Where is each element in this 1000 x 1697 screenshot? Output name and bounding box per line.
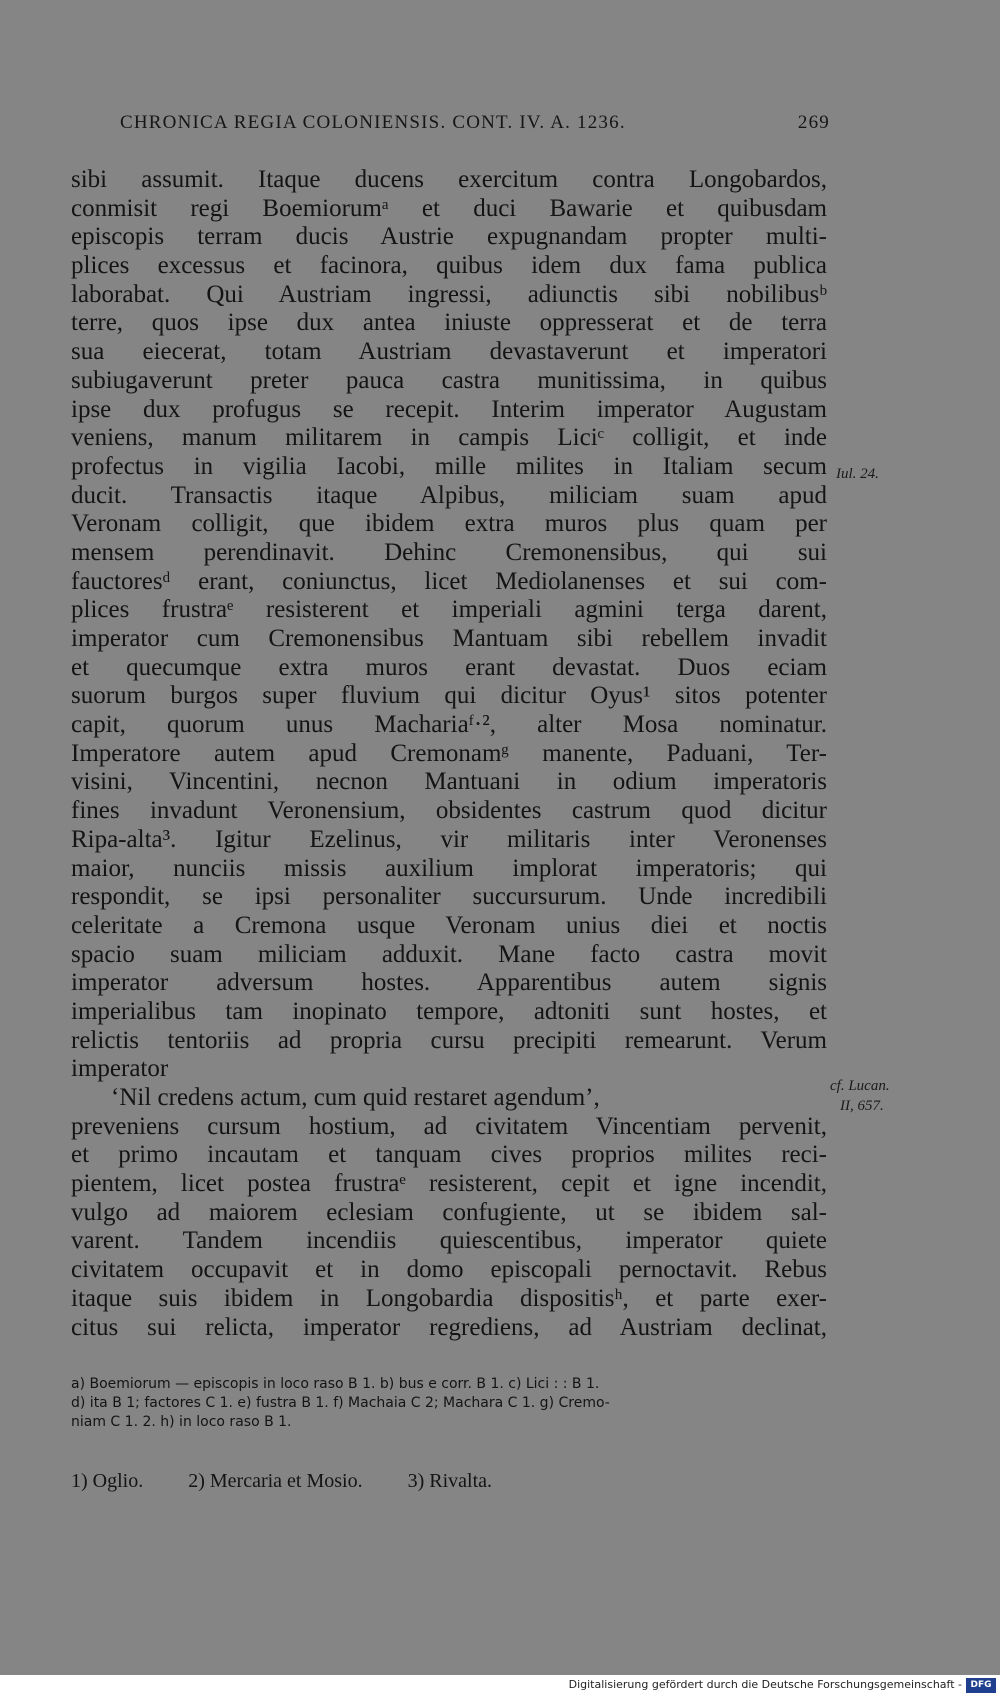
critical-apparatus <box>71 1375 831 1432</box>
text-line: ipse dux profugus se recepit. Interim imperator Augustam <box>71 395 827 423</box>
text-line: profectus in vigilia Iacobi, mille milites in Italiam secum <box>71 452 827 480</box>
text-line: subiugaverunt preter pauca castra munitissima, in quibus <box>71 366 827 394</box>
text-line: sua eiecerat, totam Austriam devastaverunt et imperatori <box>71 338 827 366</box>
text-line: Imperatore autem apud Cremonamᵍ manente, Paduani, Ter- <box>71 739 827 767</box>
explanatory-notes <box>71 1470 831 1493</box>
text-line: imperator cum Cremonensibus Mantuam sibi rebellem invadit <box>71 625 827 652</box>
text-line: veniens, manum militarem in campis Liciᶜ colligit, et inde <box>71 424 827 452</box>
footnote-line: niam C 1. 2. h) in loco raso B 1. <box>71 1414 292 1430</box>
text-line: capit, quorum unus Machariaᶠ·², alter Mosa nominatur. <box>71 711 827 739</box>
text-line: pientem, licet postea frustraᵉ resisterent, cepit et igne incendit, <box>71 1170 827 1198</box>
note-2: 2) Mercaria et Mosio. <box>188 1470 363 1492</box>
margin-note-reference: cf. Lucan. <box>830 1078 890 1094</box>
text-line: suorum burgos super fluvium qui dicitur Oyus¹ sitos potenter <box>71 682 827 710</box>
text-line: visini, Vincentini, necnon Mantuani in odium imperatoris <box>71 768 827 796</box>
text-line: fauctoresᵈ erant, coniunctus, licet Mediolanenses et sui com- <box>71 567 827 595</box>
text-line: spacio suam miliciam adduxit. Mane facto castra movit <box>71 940 827 968</box>
text-line: plices excessus et facinora, quibus idem dux fama publica <box>71 252 827 280</box>
text-line: mensem perendinavit. Dehinc Cremonensibus, qui sui <box>71 538 827 566</box>
margin-note-reference-line2: II, 657. <box>840 1098 884 1114</box>
note-3: 3) Rivalta. <box>407 1470 493 1492</box>
dfg-logo: DFG <box>966 1678 996 1693</box>
text-line: vulgo ad maiorem eclesiam confugiente, ut se ibidem sal- <box>71 1198 827 1226</box>
text-line: ducit. Transactis itaque Alpibus, miliciam suam apud <box>71 481 827 509</box>
text-line: imperialibus tam inopinato tempore, adtoniti sunt hostes, et <box>71 997 827 1025</box>
text-line: sibi assumit. Itaque ducens exercitum contra Longobardos, <box>71 166 827 193</box>
text-line: et primo incautam et tanquam cives proprios milites reci- <box>71 1141 827 1169</box>
text-line: fines invadunt Veronensium, obsidentes castrum quod dicitur <box>71 797 827 825</box>
text-line: Veronam colligit, que ibidem extra muros plus quam per <box>71 510 827 538</box>
text-line: civitatem occupavit et in domo episcopali pernoctavit. Rebus <box>71 1256 827 1284</box>
text-line: Ripa-alta³. Igitur Ezelinus, vir militaris inter Veronenses <box>71 825 827 853</box>
note-1: 1) Oglio. <box>71 1470 144 1492</box>
credit-text: Digitalisierung gefördert durch die Deutsche Forschungsgemeinschaft - <box>568 1678 962 1691</box>
running-header <box>120 112 830 142</box>
text-line: conmisit regi Boemiorumᵃ et duci Bawarie et quibusdam <box>71 194 827 222</box>
text-line: et quecumque extra muros erant devastat. Duos eciam <box>71 653 827 681</box>
header-title: CHRONICA REGIA COLONIENSIS. CONT. IV. A. 1236. <box>120 112 626 133</box>
text-line: respondit, se ipsi personaliter succursurum. Unde incredibili <box>71 883 827 911</box>
footnote-line: d) ita B 1; factores C 1. e) fustra B 1. f) Machaia C 2; Machara C 1. g) Cremo- <box>71 1395 610 1411</box>
quotation-line: ‘Nil credens actum, cum quid restaret agendum’, <box>111 1084 600 1111</box>
footnote-line: a) Boemiorum — episcopis in loco raso B 1. b) bus e corr. B 1. c) Lici : : B 1. <box>71 1376 600 1392</box>
text-line: itaque suis ibidem in Longobardia dispositisʰ, et parte exer- <box>71 1284 827 1312</box>
text-line: imperator <box>71 1055 169 1083</box>
digitization-credit-bar <box>0 1675 1000 1697</box>
text-line: maior, nunciis missis auxilium implorat imperatoris; qui <box>71 854 827 882</box>
text-line: varent. Tandem incendiis quiescentibus, imperator quiete <box>71 1227 827 1255</box>
main-text <box>71 166 827 1342</box>
text-line: preveniens cursum hostium, ad civitatem Vincentiam pervenit, <box>71 1112 827 1140</box>
text-line: episcopis terram ducis Austrie expugnandam propter multi- <box>71 223 827 251</box>
text-line: laborabat. Qui Austriam ingressi, adiunctis sibi nobilibusᵇ <box>71 280 827 308</box>
text-line: imperator adversum hostes. Apparentibus autem signis <box>71 969 827 997</box>
page-number: 269 <box>797 112 830 133</box>
text-line: plices frustraᵉ resisterent et imperiali agmini terga darent, <box>71 596 827 624</box>
text-line: terre, quos ipse dux antea iniuste oppresserat et de terra <box>71 309 827 337</box>
text-line: celeritate a Cremona usque Veronam unius diei et noctis <box>71 911 827 939</box>
text-line: relictis tentoriis ad propria cursu precipiti remearunt. Verum <box>71 1026 827 1054</box>
text-line: citus sui relicta, imperator regrediens, ad Austriam declinat, <box>71 1313 827 1341</box>
margin-note-date: Iul. 24. <box>836 466 879 482</box>
